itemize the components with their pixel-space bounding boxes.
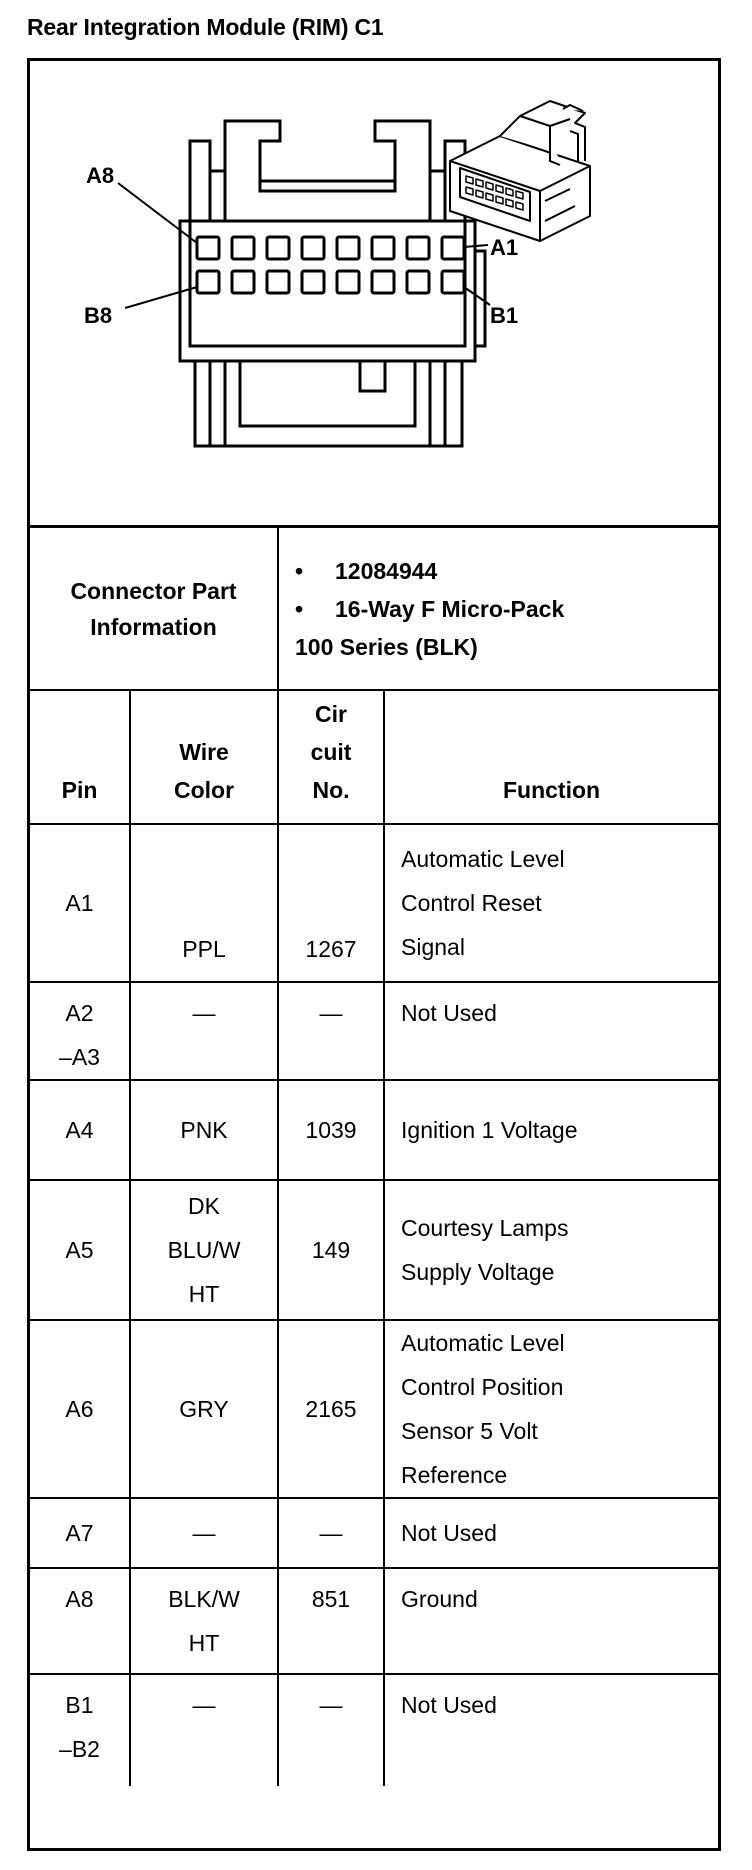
- circuit-cell-line: 149: [311, 1237, 351, 1263]
- function-cell: [384, 1320, 718, 1498]
- cavity-a5: [302, 237, 324, 259]
- pin-cell-line: A2: [65, 1000, 94, 1026]
- function-cell: [384, 1498, 718, 1568]
- cavity-b1: [442, 271, 464, 293]
- function-cell: [384, 824, 718, 982]
- pin-cell: [30, 1320, 130, 1498]
- function-cell-line: Signal: [401, 934, 465, 960]
- wire-color-cell-line: —: [192, 1000, 216, 1026]
- function-cell-line: Ground: [401, 1586, 478, 1612]
- wire-color-cell-line: BLU/W: [167, 1237, 241, 1263]
- label-a1: A1: [490, 235, 519, 260]
- connector-description: 16-Way F Micro-Pack: [335, 595, 565, 622]
- function-cell: [384, 982, 718, 1080]
- wire-color-cell-line: HT: [188, 1281, 220, 1307]
- wire-color-cell: [130, 982, 278, 1080]
- function-cell-line: Not Used: [401, 1000, 497, 1026]
- wire-color-cell: [130, 1674, 278, 1786]
- cavity-b7: [232, 271, 254, 293]
- table-row: [30, 1080, 718, 1180]
- header-wire-color: Wire Color: [130, 690, 278, 824]
- pin-cell-line: A4: [65, 1117, 94, 1143]
- pin-cell-line: A1: [65, 890, 94, 916]
- cavity-a4: [337, 237, 359, 259]
- wire-color-cell: [130, 1080, 278, 1180]
- circuit-cell: [278, 824, 384, 982]
- pin-cell-line: A7: [65, 1520, 94, 1546]
- cavity-b3: [372, 271, 394, 293]
- function-cell: [384, 1674, 718, 1786]
- pin-cell: [30, 1568, 130, 1674]
- circuit-cell-line: —: [319, 1520, 343, 1546]
- wire-color-cell: [130, 1568, 278, 1674]
- row-a-cavities: [197, 237, 464, 259]
- pin-cell: [30, 1674, 130, 1786]
- pin-cell-line: A6: [65, 1396, 94, 1422]
- circuit-cell: [278, 1180, 384, 1320]
- leader-a1: [464, 245, 488, 247]
- pin-cell: [30, 1080, 130, 1180]
- function-cell-line: Automatic Level: [401, 1330, 565, 1356]
- function-cell: [384, 1568, 718, 1674]
- pinout-table: [30, 528, 718, 1786]
- wire-color-cell-line: PNK: [180, 1117, 228, 1143]
- function-cell-line: Courtesy Lamps: [401, 1215, 569, 1241]
- connector-figure: [30, 61, 718, 528]
- cavity-a2: [407, 237, 429, 259]
- function-cell-line: Ignition 1 Voltage: [401, 1117, 578, 1143]
- label-a8: A8: [86, 163, 115, 188]
- leader-a8: [118, 183, 197, 243]
- header-function: Function: [384, 690, 718, 824]
- circuit-cell-line: 1039: [305, 1117, 357, 1143]
- circuit-cell-line: 2165: [305, 1396, 357, 1422]
- pin-cell-line: A5: [65, 1237, 94, 1263]
- cavity-a1: [442, 237, 464, 259]
- connector-info-value: • 12084944 • 16-Way F Micro-Pack 100 Series (BLK): [278, 528, 718, 690]
- function-cell-line: Not Used: [401, 1692, 497, 1718]
- wire-color-cell-line: —: [192, 1692, 216, 1718]
- pin-cell-line: –A3: [59, 1044, 100, 1070]
- pin-cell-line: B1: [65, 1692, 94, 1718]
- table-row: [30, 1674, 718, 1786]
- circuit-cell-line: 851: [311, 1586, 351, 1612]
- pin-cell: [30, 1498, 130, 1568]
- connector-info-row: [30, 528, 718, 690]
- pin-cell: [30, 982, 130, 1080]
- circuit-cell-line: 1267: [305, 936, 357, 962]
- cavity-a8: [197, 237, 219, 259]
- wire-color-cell: [130, 824, 278, 982]
- header-row: [30, 690, 718, 824]
- cavity-b4: [337, 271, 359, 293]
- pin-cell: [30, 824, 130, 982]
- cavity-b6: [267, 271, 289, 293]
- table-row: [30, 824, 718, 982]
- wire-color-cell-line: —: [192, 1520, 216, 1546]
- pin-cell: [30, 1180, 130, 1320]
- connector-face-diagram: [30, 61, 718, 525]
- page-title: Rear Integration Module (RIM) C1: [27, 14, 384, 40]
- circuit-cell: [278, 982, 384, 1080]
- pin-cell-line: –B2: [59, 1736, 100, 1762]
- header-pin: Pin: [30, 690, 130, 824]
- cavity-a3: [372, 237, 394, 259]
- part-number: 12084944: [335, 557, 438, 584]
- wire-color-cell-line: DK: [188, 1193, 220, 1219]
- circuit-cell: [278, 1674, 384, 1786]
- cavity-a7: [232, 237, 254, 259]
- table-row: [30, 1498, 718, 1568]
- function-cell-line: Reference: [401, 1462, 508, 1488]
- table-row: [30, 1180, 718, 1320]
- circuit-cell-line: —: [319, 1692, 343, 1718]
- label-b8: B8: [84, 303, 113, 328]
- function-cell-line: Control Reset: [401, 890, 542, 916]
- circuit-cell: [278, 1568, 384, 1674]
- function-cell-line: Automatic Level: [401, 846, 565, 872]
- circuit-cell: [278, 1080, 384, 1180]
- pin-cell-line: A8: [65, 1586, 94, 1612]
- cavity-a6: [267, 237, 289, 259]
- table-row: [30, 1320, 718, 1498]
- leader-b8: [125, 287, 197, 308]
- header-circuit: Cir cuit No.: [278, 690, 384, 824]
- wire-color-cell-line: HT: [188, 1630, 220, 1656]
- function-cell-line: Sensor 5 Volt: [401, 1418, 538, 1444]
- table-row: [30, 982, 718, 1080]
- label-b1: B1: [490, 303, 519, 328]
- function-cell-line: Control Position: [401, 1374, 564, 1400]
- wire-color-cell-line: PPL: [182, 936, 226, 962]
- function-cell: [384, 1080, 718, 1180]
- cavity-b2: [407, 271, 429, 293]
- wire-color-cell-line: BLK/W: [168, 1586, 240, 1612]
- connector-info-label: Connector Part Information: [30, 528, 278, 690]
- wire-color-cell: [130, 1498, 278, 1568]
- cavity-b5: [302, 271, 324, 293]
- connector-sheet: [27, 58, 721, 1851]
- circuit-cell: [278, 1498, 384, 1568]
- circuit-cell: [278, 1320, 384, 1498]
- function-cell-line: Not Used: [401, 1520, 497, 1546]
- wire-color-cell-line: GRY: [179, 1396, 229, 1422]
- wire-color-cell: [130, 1180, 278, 1320]
- wire-color-cell: [130, 1320, 278, 1498]
- table-row: [30, 1568, 718, 1674]
- function-cell-line: Supply Voltage: [401, 1259, 555, 1285]
- function-cell: [384, 1180, 718, 1320]
- cavity-b8: [197, 271, 219, 293]
- circuit-cell-line: —: [319, 1000, 343, 1026]
- row-b-cavities: [197, 271, 464, 293]
